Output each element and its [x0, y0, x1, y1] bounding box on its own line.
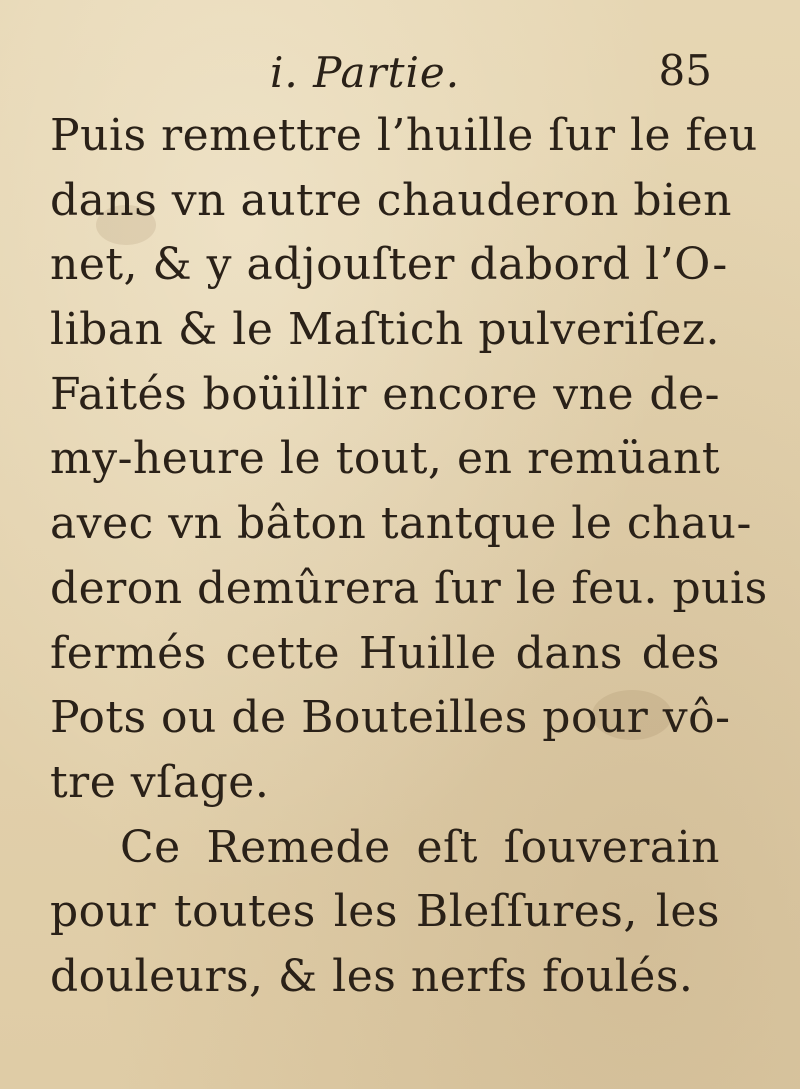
- paragraph-1: [50, 104, 768, 816]
- text-line: Puis remettre l’huille ſur le feu: [50, 110, 758, 161]
- body-text: [50, 104, 768, 1010]
- text-line: avec vn bâton tantque le chau-: [50, 498, 752, 550]
- text-line: deron demûrera ſur le feu. puis: [50, 562, 768, 614]
- text-line: tre vſage.: [50, 756, 270, 808]
- text-line: Ce Remede eſt ſouverain: [120, 821, 720, 873]
- text-line: my-heure le tout, en remüant: [50, 433, 720, 485]
- text-line: Pots ou de Bouteilles pour vô-: [50, 692, 731, 744]
- running-head: i. Partie.: [270, 48, 461, 97]
- text-line: dans vn autre chauderon bien: [50, 174, 733, 226]
- page-header: [0, 38, 800, 98]
- text-line: liban & le Maſtich pulveriſez.: [50, 304, 720, 356]
- text-line: Faités boüillir encore vne de-: [50, 368, 720, 420]
- page-number: 85: [658, 46, 712, 95]
- text-line: pour toutes les Bleſſures, les: [50, 886, 720, 938]
- text-line: net, & y adjouſter dabord l’O-: [50, 239, 728, 291]
- text-line: douleurs, & les nerfs foulés.: [50, 950, 694, 1002]
- text-line: fermés cette Huille dans des: [50, 627, 720, 679]
- paragraph-2: [50, 816, 720, 1010]
